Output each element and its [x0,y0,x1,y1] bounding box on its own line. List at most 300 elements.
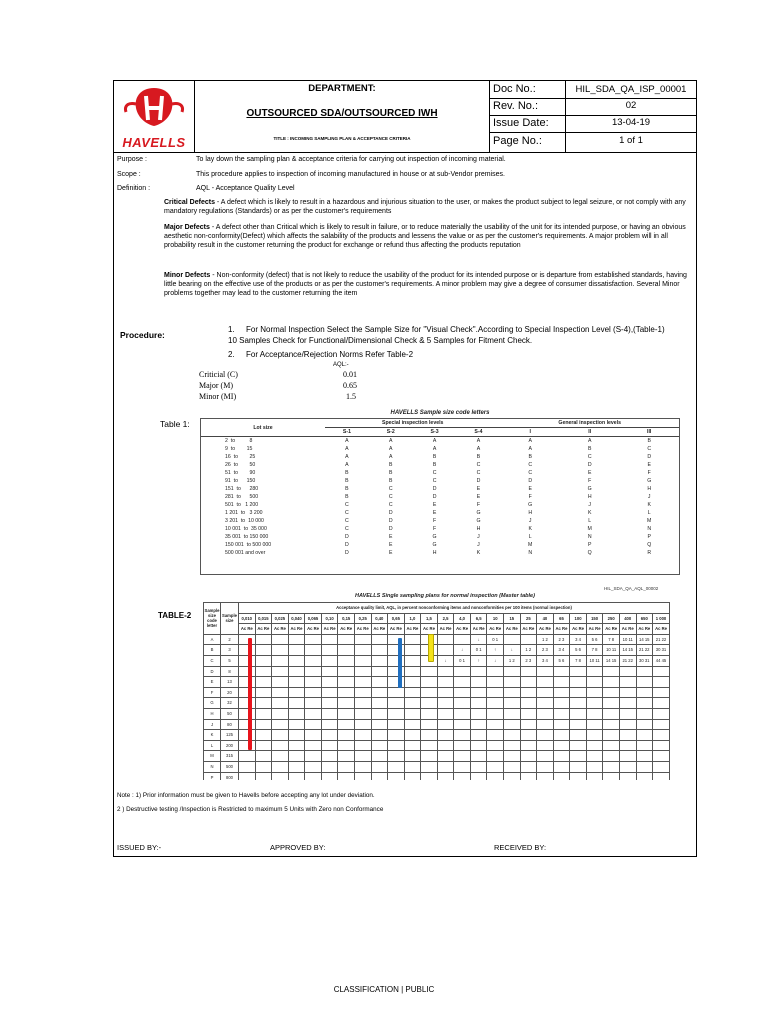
table2-cell [354,634,371,645]
table2-cell [371,761,388,772]
table2-cell [255,761,272,772]
table1-code-letter: D [432,486,437,492]
table2-aql-value: 0,065 [305,613,322,624]
table2-ac-re: Ac Re [586,624,603,635]
page-no-label: Page No.: [493,135,542,147]
table2-cell [404,751,421,762]
table2-cell [586,740,603,751]
table2-cell [636,740,653,751]
table2-cell [272,772,289,780]
table2-cell [520,761,537,772]
purpose-text: To lay down the sampling plan & acceptance criteria for carrying out inspection of incoming material. [196,156,506,163]
table2-cell [288,645,305,656]
table2-aql-value: 15 [504,613,521,624]
table2-cell [487,751,504,762]
table2-size: 500 [221,761,239,772]
table2-cell: 2 3 [537,645,554,656]
table2-cell [272,730,289,741]
table2-aql-value: 25 [520,613,537,624]
table2-cell [636,761,653,772]
table2-cell [288,677,305,688]
table2-code: A [204,634,221,645]
table2-aql-value: 0,40 [371,613,388,624]
table2-cell [437,708,454,719]
table2-cell: 5 6 [570,645,587,656]
table2-row [204,655,670,666]
table1-row [201,549,679,557]
table2-cell [371,655,388,666]
table2-cell [421,772,438,780]
table2-cell [504,708,521,719]
table2-cell [437,677,454,688]
table2-cell [272,719,289,730]
table1-code-letter: K [647,502,651,508]
table2-cell [653,687,670,698]
table1-code-letter: R [647,550,652,556]
table2-cell [305,687,322,698]
table2-cell [338,634,355,645]
table2-cell [487,698,504,709]
table2-cell [454,740,471,751]
table2-cell [570,761,587,772]
table2-row [204,751,670,762]
table2-cell [388,698,405,709]
table2-cell [570,740,587,751]
table2-cell [653,751,670,762]
table2-cell [371,677,388,688]
table2-cell [586,677,603,688]
table2-cell [354,666,371,677]
table2-aql-value: 0,10 [321,613,338,624]
table2-cell [586,687,603,698]
table2-cell [338,719,355,730]
table2-cell [404,687,421,698]
table2-ac-re: Ac Re [603,624,620,635]
table2-ac-re: Ac Re [470,624,487,635]
table2-cell [487,677,504,688]
table2-cell: 0 1 [470,645,487,656]
table2-cell: 44 45 [653,655,670,666]
table2-cell [437,730,454,741]
table2-cell [470,761,487,772]
table2-cell [321,666,338,677]
table2-cell [636,708,653,719]
table2-cell [586,719,603,730]
table2-cell [454,772,471,780]
table2-ac-re: Ac Re [371,624,388,635]
blue-arrow-major [398,638,402,688]
table1-code-letter: F [528,494,532,500]
table2-cell: 10 11 [619,634,636,645]
table2-cell [338,645,355,656]
table1-code-letter: A [432,446,437,452]
table2-size: 32 [221,698,239,709]
table2-cell [388,740,405,751]
procedure-step1-number: 1. [228,325,235,334]
info-divider [489,80,490,152]
table1-lot-size: 281 to 500 [225,494,259,500]
minor-defects-text: - Non-conformity (defect) that is not likely to reduce the usability of the product for its intended purpose or is departure from established standards, having little bearing on the effective use of the products or as per the customer's requirements. A minor problem may give a degree of consumer dissatisfaction. Several Minor problems together may lead to the customer returning the item [164,272,687,297]
table1-code-letter: D [388,518,393,524]
table2-cell [437,634,454,645]
table2-cell [470,730,487,741]
table2-code: G [204,698,221,709]
table1-code-letter: C [388,502,393,508]
table1-lot-size: 150 001 to 500 000 [225,542,272,548]
table1-code-letter: D [432,494,437,500]
table2-cell [338,708,355,719]
table2-cell: 3 4 [537,655,554,666]
table1-code-letter: B [587,446,592,452]
table1-code-letter: B [476,454,481,460]
table2-aql-value: 0,65 [388,613,405,624]
table1-row [201,469,679,477]
table2-cell [255,751,272,762]
table1-code-letter: G [432,542,437,548]
table1-code-letter: H [432,550,437,556]
table2-ac-re: Ac Re [272,624,289,635]
table2-cell [454,761,471,772]
table1-box [200,418,680,575]
table1-code-letter: H [476,526,481,532]
table2-ac-re: Ac Re [619,624,636,635]
table2-cell [553,719,570,730]
table2-ac-re: Ac Re [305,624,322,635]
scope-label: Scope : [117,171,141,178]
table2-cell [603,761,620,772]
table2-cell: 2 3 [520,655,537,666]
yellow-arrow-minor [428,634,434,662]
table2-cell [487,666,504,677]
table1-code-letter: C [345,510,349,516]
table1-level-header: S-2 [369,428,413,437]
table1-code-letter: E [587,470,592,476]
table1-code-letter: D [345,542,349,548]
table2-cell [239,634,256,645]
table2-row [204,645,670,656]
table2-cell [586,708,603,719]
table2-cell [272,655,289,666]
table1-code-letter: G [432,534,437,540]
table1-level-header: S-4 [456,428,500,437]
table2-cell [338,772,355,780]
table2-cell [404,677,421,688]
table2-cell [305,772,322,780]
table2-cell [520,677,537,688]
table2-cell [553,708,570,719]
table2-row [204,730,670,741]
table1-row [201,437,679,446]
table2-cell [454,719,471,730]
table2-ac-re: Ac Re [653,624,670,635]
table1-code-letter: N [587,534,592,540]
table2-cell [388,761,405,772]
table1-code-letter: B [345,470,349,476]
table2-cell [421,666,438,677]
table2-cell [653,719,670,730]
scope-text: This procedure applies to inspection of incoming manufactured in house or at sub-Vendor premises. [196,171,505,178]
table1-code-letter: B [345,486,349,492]
table2-size: 5 [221,655,239,666]
table2-cell [470,719,487,730]
table2-cell [487,740,504,751]
table1-code-letter: J [477,542,480,548]
table2-cell [354,698,371,709]
table1-code-letter: B [345,494,349,500]
table2-cell [454,677,471,688]
table2-size: 315 [221,751,239,762]
table2-cell: ↓ [454,645,471,656]
table1-code-letter: M [587,526,592,532]
table2-cell [288,761,305,772]
table2-cell [255,687,272,698]
table2-code: P [204,772,221,780]
table2-cell [239,687,256,698]
table1-row [201,461,679,469]
table2-cell [371,751,388,762]
table1-code-letter: D [647,454,652,460]
table1-code-letter: L [588,518,592,524]
table2-cell [487,772,504,780]
table2-code: B [204,645,221,656]
table2-cell [570,708,587,719]
table2-cell [504,634,521,645]
department-value: OUTSOURCED SDA/OUTSOURCED IWH [246,108,438,119]
table2-cell [504,761,521,772]
table2-cell [388,708,405,719]
table2-cell [636,666,653,677]
table2-cell [653,772,670,780]
table2-cell: 0 1 [487,634,504,645]
table2-cell [305,645,322,656]
table2-cell [272,677,289,688]
table2-cell [371,740,388,751]
table1-code-letter: B [647,438,651,444]
table1-code-letter: J [647,494,651,500]
aql-critical-name: Criticial (C) [199,370,238,379]
table2-ac-re: Ac Re [553,624,570,635]
table2-cell [537,677,554,688]
table2-cell: ↓ [437,655,454,666]
table2-aql-value: 0,15 [338,613,355,624]
table1-lot-size: 151 to 280 [225,486,259,492]
table1-row [201,453,679,461]
table2-cell [470,687,487,698]
table2-size: 50 [221,708,239,719]
table2-cell [437,740,454,751]
table2-cell [321,698,338,709]
table2-row [204,666,670,677]
table2-cell [239,751,256,762]
table2-cell [537,698,554,709]
table1-lot-size: 500 001 and over [225,550,266,556]
table1-code-letter: C [647,446,652,452]
table2-cell: 1 2 [520,645,537,656]
table1-code-letter: F [476,502,481,508]
table2-row [204,740,670,751]
issue-date-value: 13-04-19 [611,117,651,128]
table2-cell [404,708,421,719]
table1-level-header: III [619,428,679,437]
table2-cell [470,698,487,709]
table2-row [204,634,670,645]
table2-cell [437,719,454,730]
table2-code: D [204,666,221,677]
table2-ac-re: Ac Re [537,624,554,635]
table1-code-letter: A [345,462,349,468]
table2-cell [454,666,471,677]
table2-cell: 3 4 [553,645,570,656]
table1-row [201,541,679,549]
table2-col-code: Sample size code letter [204,603,221,635]
table2-cell [636,751,653,762]
table2-cell [354,751,371,762]
table2-cell [305,666,322,677]
table2-cell [305,740,322,751]
table1-code-letter: C [432,478,437,484]
table2-cell [338,730,355,741]
table2-cell [239,719,256,730]
table1-code-letter: A [389,446,393,452]
table1-lot-size: 91 to 150 [225,478,256,484]
table2-cell [354,687,371,698]
table1-code-letter: A [528,446,532,452]
table1-title: HAVELLS Sample size code letters [390,410,490,416]
table2-aql-value: 65 [553,613,570,624]
table2-ac-re: Ac Re [454,624,471,635]
table2-cell [288,634,305,645]
table2-cell [338,698,355,709]
table2-ac-re: Ac Re [338,624,355,635]
table1-code-letter: E [432,510,437,516]
issue-date-label: Issue Date: [493,117,549,129]
aql-minor-name: Minor (MI) [199,392,237,401]
info-row-line [489,132,697,133]
table2-cell [354,655,371,666]
table2-cell [504,751,521,762]
table2-cell [570,730,587,741]
aql-major-value: 0.65 [343,381,357,390]
table1-code-letter: D [345,534,349,540]
table2-cell [354,708,371,719]
table2-cell [504,698,521,709]
table1-code-letter: E [389,534,393,540]
table2-cell: 10 11 [603,645,620,656]
table2-aql-value: 250 [603,613,620,624]
table2-aql-value: 1,0 [404,613,421,624]
table2-cell [437,666,454,677]
table1-code-letter: C [345,518,349,524]
table2-cell: 21 22 [619,655,636,666]
table1-code-letter: F [432,518,437,524]
received-by: RECEIVED BY: [494,843,547,852]
single-sampling-plan-table [203,602,670,780]
table2-cell [288,708,305,719]
table1-code-letter: B [345,478,349,484]
table2-cell [338,666,355,677]
table2-row [204,687,670,698]
table1-code-letter: C [528,470,533,476]
table2-cell [619,677,636,688]
table2-cell [321,687,338,698]
table2-cell [603,719,620,730]
table2-cell [421,751,438,762]
table2-cell [421,719,438,730]
department-label: DEPARTMENT: [308,83,376,94]
red-arrow-critical [248,638,252,750]
table2-cell: 7 8 [570,655,587,666]
table2-cell [255,772,272,780]
table2-cell [255,666,272,677]
table2-size: 200 [221,740,239,751]
table2-aql-value: 0,025 [272,613,289,624]
table1-lot-size: 26 to 50 [225,462,256,468]
table2-col-size: Sample size [221,603,239,635]
table2-cell [636,698,653,709]
table2-cell [404,740,421,751]
minor-defects-title: Minor Defects [164,272,211,279]
table2-cell: 7 8 [603,634,620,645]
major-defects-text: - A defect other than Critical which is likely to result in failure, or to reduce materially the usability of the unit for its intended purpose, or having an obvious aesthetic non-conformity(Defect) which affects the salability of the products and lessens the value or as per the customer's requirements. A major problem will in all probability result in the customer returning the product for exchange or refund thus affecting the products reputation [164,224,686,249]
table1-code-letter: G [476,510,481,516]
table2-cell [239,730,256,741]
procedure-step1: For Normal Inspection Select the Sample Size for "Visual Check".According to Special Inspection Level (S-4),(Table-1) [246,325,665,334]
table2-cell [404,666,421,677]
logo-wordmark: HAVELLS [122,135,186,150]
aql-label: AQL:- [333,362,349,368]
table2-cell [338,677,355,688]
table2-cell [338,655,355,666]
table2-cell: 7 8 [586,645,603,656]
table2-cell [570,666,587,677]
table2-ac-re: Ac Re [520,624,537,635]
table1-row [201,525,679,533]
table2-aql-value: 0,040 [288,613,305,624]
table1-level-header: I [500,428,560,437]
table1-code-letter: M [647,518,652,524]
table2-cell [619,708,636,719]
table2-cell [239,655,256,666]
table1-code-letter: E [432,502,437,508]
table2-cell [272,645,289,656]
table2-cell [272,666,289,677]
procedure-step1-detail: 10 Samples Check for Functional/Dimensional Check & 5 Samples for Fitment Check. [228,336,533,345]
table2-cell [321,740,338,751]
table2-cell [520,730,537,741]
table2-cell [653,730,670,741]
table1-code-letter: B [432,462,437,468]
table2-cell: 2 3 [553,634,570,645]
table2-cell [537,730,554,741]
table1-code-letter: D [476,478,481,484]
table2-cell [537,740,554,751]
table2-cell [520,740,537,751]
table2-cell: 21 22 [636,645,653,656]
table2-cell [239,645,256,656]
table2-cell [603,740,620,751]
doc-no-value: HIL_SDA_QA_ISP_00001 [575,84,687,95]
table1-lot-size: 501 to 1 200 [225,502,259,508]
table2-cell: ↓ [487,655,504,666]
table2-cell [305,730,322,741]
procedure-step2-number: 2. [228,350,235,359]
table2-cell: 5 6 [586,634,603,645]
table2-cell [404,730,421,741]
table2-cell [421,708,438,719]
table2-cell [454,687,471,698]
table2-ac-re: Ac Re [239,624,256,635]
table2-cell [437,761,454,772]
